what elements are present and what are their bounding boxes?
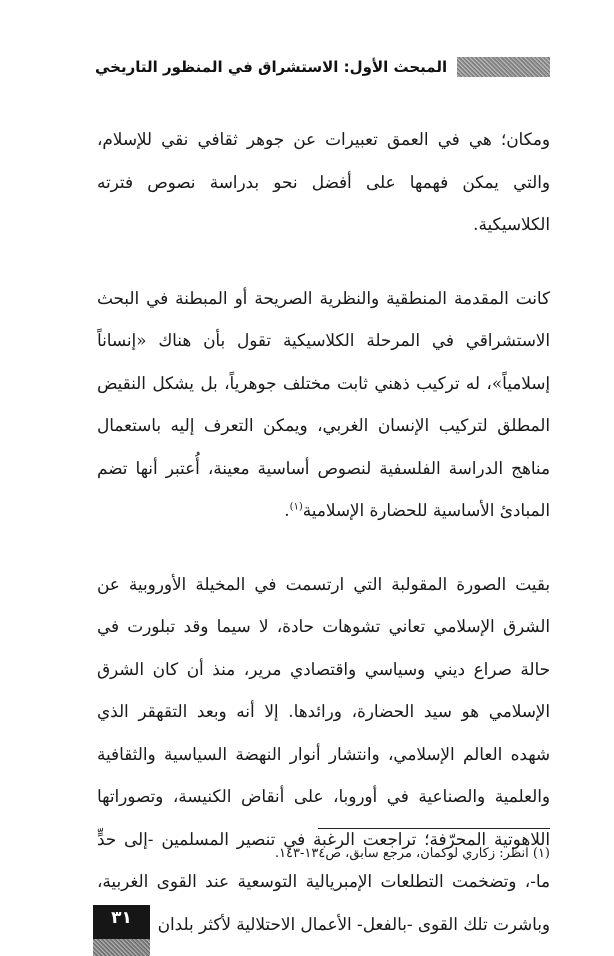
running-header (95, 54, 550, 80)
paragraph: ومكان؛ هي في العمق تعبيرات عن جوهر ثقافي نقي للإسلام، والتي يمكن فهمها على أفضل نحو بدراسة نصوص فترته الكلاسيكية. (97, 129, 550, 234)
paragraph-end: . (284, 500, 290, 520)
body-text (97, 118, 550, 945)
footnote-divider (318, 828, 550, 829)
header-decorative-bar (457, 57, 550, 77)
page-number-decorative-strip (93, 939, 150, 956)
footnote-reference[interactable]: (١) (289, 501, 303, 513)
header-title: المبحث الأول: الاستشراق في المنظور التاريخي (95, 58, 448, 76)
page-number: ٣١ (93, 905, 150, 939)
paragraph (97, 277, 550, 532)
footnote: (١) انظر: زكاري لوكمان، مرجع سابق، ص١٣٤-١٤٣. (274, 846, 550, 861)
paragraph: بقيت الصورة المقولبة التي ارتسمت في المخيلة الأوروبية عن الشرق الإسلامي تعاني تشوهات حادة، لا سيما وقد تبلورت في حالة صراع ديني وسياسي واقتصادي مرير، منذ أن كان الشرق الإسلامي هو سيد الحضارة، ورائدها. إلا أنه وبعد التقهقر الذي شهده العالم الإسلامي، وانتشار أنوار النهضة السياسية والثقافية والعلمية والصناعية في أوروبا، على أنقاض الكنيسة، وتصوراتها اللاهوتية المحرّفة؛ تراجعت الرغبة في تنصير المسلمين -إلى حدٍّ ما-، وتضخمت التطلعات الإمبريالية التوسعية عند القوى الغربية، وباشرت تلك القوى -بالفعل- الأعمال الاحتلالية لأكثر بلدان (97, 573, 550, 934)
paragraph-text: كانت المقدمة المنطقية والنظرية الصريحة أو المبطنة في البحث الاستشراقي في المرحلة الكلاسيكية تقول بأن هناك «إنساناً إسلامياً»، له تركيب ذهني ثابت مختلف جوهرياً، بل يشكل النقيض المطلق لتركيب الإنسان الغربي، ويمكن التعرف إليه باستعمال مناهج الدراسة الفلسفية لنصوص أساسية معينة، أُعتبر أنها تضم المبادئ الأساسية للحضارة الإسلامية (97, 287, 550, 520)
